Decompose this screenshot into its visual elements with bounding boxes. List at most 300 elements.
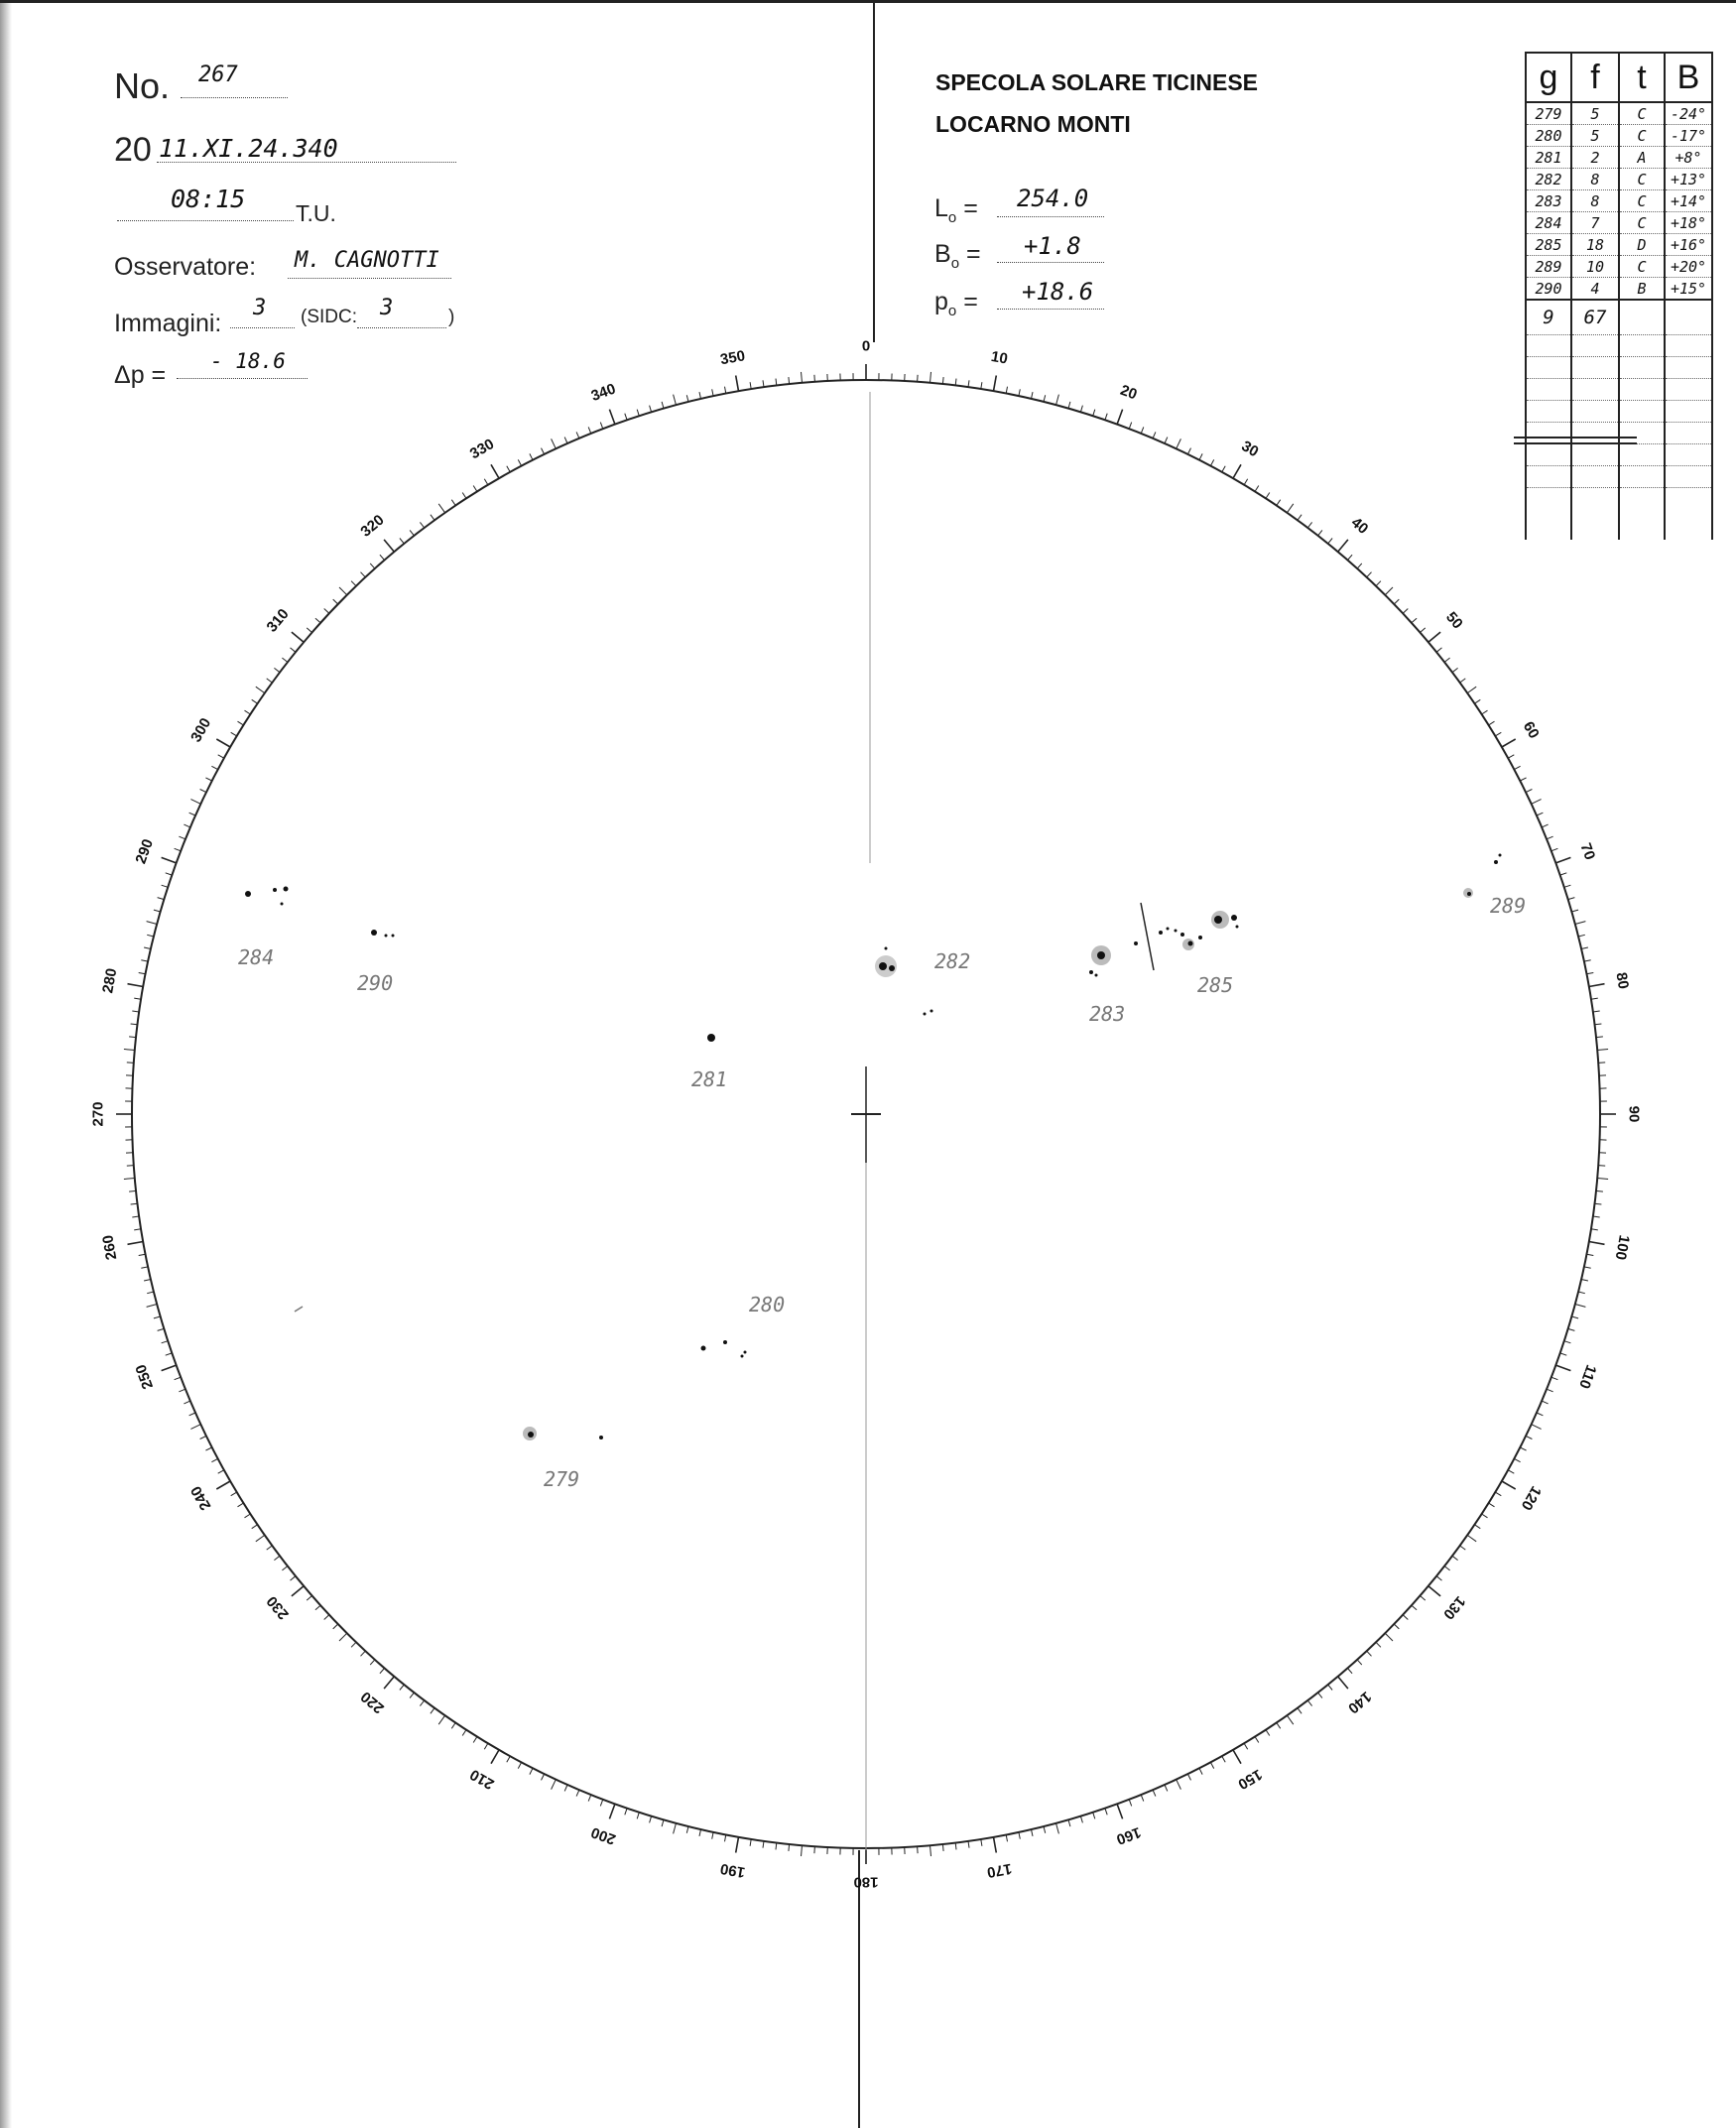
scale-tick [127,1166,134,1167]
cell-B: +13° [1665,169,1712,190]
cell-t: C [1619,190,1665,212]
scale-tick [1421,1596,1426,1601]
scale-tick [662,402,664,409]
sunspot-group-283 [1089,945,1111,977]
scale-tick [1006,387,1007,394]
scale-tick [238,1503,244,1507]
scale-tick [127,1063,134,1064]
scale-tick [351,581,356,586]
cell-t: A [1619,147,1665,169]
cell-f: 5 [1571,102,1619,125]
scale-tick [1394,599,1399,604]
scale-tick [1056,1823,1059,1834]
scale-tick [1129,423,1132,430]
scale-label-300: 300 [187,714,215,746]
scale-tick [139,1254,146,1255]
scale-tick [1520,778,1526,781]
scale-label-320: 320 [357,511,388,541]
scale-tick [462,493,466,499]
scale-tick [129,1190,136,1191]
scale-label-260: 260 [99,1233,121,1262]
scale-label-40: 40 [1347,514,1372,538]
scale-tick [451,500,455,506]
scale-tick [200,790,206,793]
scale-tick [162,857,177,863]
scale-tick [141,1267,148,1268]
scale-tick [1338,540,1348,552]
scale-tick [1586,973,1593,974]
group-label-290: 290 [357,971,394,995]
scale-tick [1589,1242,1605,1245]
scale-tick [166,1353,173,1355]
scale-tick [1475,699,1481,703]
scale-label-250: 250 [132,1362,157,1392]
scale-tick [1019,389,1020,396]
scale-tick [930,1845,931,1856]
scale-tick [231,732,237,736]
scale-tick [609,1804,615,1818]
scale-label-60: 60 [1519,718,1543,742]
scale-tick [588,427,591,434]
cell-t: C [1619,125,1665,147]
scale-tick [1376,1642,1381,1647]
scale-tick [1032,1829,1034,1836]
scale-label-340: 340 [588,380,618,405]
scale-tick [814,1846,815,1853]
scale-label-270: 270 [89,1101,107,1127]
cell-t: C [1619,169,1665,190]
sunspot-group-284 [245,887,289,906]
cell-g: 283 [1526,190,1571,212]
scale-tick [462,1730,466,1736]
scale-tick [1575,922,1586,925]
scale-tick [1532,800,1542,805]
scale-tick [410,1692,414,1698]
scale-tick [1019,1832,1020,1839]
L-label: $L_o$ = [934,194,978,226]
total-f: 67 [1571,300,1619,335]
images-value: 3 [253,296,267,320]
cell-t: C [1619,212,1665,234]
scale-tick [637,1813,639,1819]
scale-tick [1403,1615,1408,1620]
scale-tick [1560,873,1567,875]
scale-tick [147,922,158,925]
cell-f: 4 [1571,278,1619,301]
sunspot-group-285 [1134,911,1239,950]
scale-tick [291,648,296,652]
scale-tick [380,555,385,560]
cell-t: D [1619,234,1665,256]
cell-f: 7 [1571,212,1619,234]
scale-label-230: 230 [263,1592,293,1623]
time-unit: T.U. [296,200,336,226]
scale-tick [189,813,195,815]
scale-tick [315,1605,320,1610]
scale-tick [802,1845,803,1856]
scale-tick [438,1715,444,1724]
scale-tick [1187,1774,1190,1780]
scale-tick [650,406,652,413]
scale-tick [564,1785,567,1791]
scale-tick [918,1846,919,1853]
sidc-close: ) [448,307,455,327]
scale-tick [274,668,280,672]
scale-tick [564,438,567,443]
scale-tick [410,530,414,536]
scale-tick [600,1800,603,1807]
scale-tick [451,1723,455,1729]
scale-label-180: 180 [853,1873,879,1891]
scale-tick [1385,587,1393,595]
scale-tick [1578,1292,1585,1294]
scale-tick [231,1492,237,1496]
scale-tick [994,376,997,392]
pencil-mark [295,1307,303,1312]
scale-tick [400,539,404,544]
scale-tick [1547,1389,1553,1392]
scale-tick [530,453,533,459]
scale-tick [200,1436,206,1439]
scale-tick [1403,609,1408,614]
scale-tick [491,464,499,478]
scale-label-50: 50 [1442,608,1466,633]
scale-tick [256,687,265,692]
scale-tick [307,1596,311,1601]
scale-tick [333,599,338,604]
scale-tick [1482,1514,1488,1518]
scale-tick [1596,1190,1603,1191]
cell-B: +8° [1665,147,1712,169]
scale-tick [291,1576,296,1580]
cell-g: 285 [1526,234,1571,256]
scale-tick [1266,493,1270,499]
dp-value: - 18.6 [210,349,286,373]
group-label-284: 284 [238,945,275,969]
scale-label-200: 200 [588,1823,618,1848]
scale-tick [763,1841,764,1848]
scale-tick [699,1829,701,1836]
scale-label-160: 160 [1114,1823,1144,1848]
scale-tick [141,960,148,961]
scale-tick [307,628,311,633]
dp-label: Δp = [114,361,167,389]
scale-tick [1542,824,1548,827]
scale-tick [542,1774,545,1780]
scale-tick [132,1216,139,1217]
scale-tick [1555,1365,1570,1371]
scale-tick [166,873,173,875]
cell-f: 8 [1571,169,1619,190]
scale-tick [1287,504,1293,513]
scale-tick [712,1832,713,1839]
scale-tick [918,375,919,382]
scale-tick [144,1280,151,1282]
sunspot-group-282 [875,947,933,1016]
scale-tick [1467,687,1476,692]
scale-tick [238,721,244,725]
scale-tick [1589,984,1605,987]
scale-tick [179,1389,186,1392]
scale-tick [1526,790,1532,793]
scale-tick [1244,1743,1248,1749]
date-value: 11.XI.24.340 [159,134,338,163]
scale-tick [1568,1328,1575,1330]
scale-tick [1575,1305,1586,1308]
scale-tick [1307,522,1311,528]
scale-tick [1571,910,1578,912]
scale-tick [1376,581,1381,586]
scale-tick [147,1292,154,1294]
group-label-285: 285 [1197,973,1234,997]
header-B: B [1665,53,1712,102]
scale-tick [1357,563,1362,568]
scale-tick [1222,1756,1225,1762]
scale-label-130: 130 [1439,1592,1469,1623]
scale-tick [1564,1341,1571,1343]
scale-tick [1598,1166,1605,1167]
cell-B: +20° [1665,256,1712,278]
B-value: +1.8 [1024,232,1081,260]
scale-tick [1233,1750,1241,1764]
scale-tick [144,947,151,949]
scale-tick [1502,1481,1516,1489]
scale-tick [1032,392,1034,399]
scale-tick [333,1624,338,1629]
scale-tick [736,376,739,392]
scale-tick [211,1458,217,1461]
scale-tick [134,1229,141,1230]
scale-tick [1141,427,1144,434]
scale-tick [552,1780,557,1790]
scale-tick [1412,618,1417,623]
scale-tick [576,432,579,438]
scale-tick [1080,1816,1082,1823]
scale-tick [1141,1795,1144,1802]
scale-tick [1165,1785,1168,1791]
scale-tick [1520,1447,1526,1450]
scale-tick [1093,410,1095,417]
scale-tick [1298,515,1302,521]
scale-tick [162,1365,177,1371]
B-symbol: B [934,240,951,268]
scale-label-120: 120 [1517,1482,1545,1514]
scale-tick [968,380,969,387]
scale-label-90: 90 [1625,1105,1643,1123]
scale-tick [1080,406,1082,413]
scale-tick [600,423,603,430]
scale-tick [776,1843,777,1850]
cell-g: 279 [1526,102,1571,125]
scale-tick [1551,1377,1558,1380]
scale-tick [370,1660,375,1665]
scale-tick [189,1413,195,1416]
scale-tick [955,379,956,386]
scale-tick [1199,453,1202,459]
scale-tick [507,1756,510,1762]
scale-tick [147,1305,158,1308]
scale-tick [1177,438,1181,448]
scale-tick [256,1535,265,1541]
scale-tick [1068,1819,1070,1826]
scale-tick [218,755,224,758]
scale-label-280: 280 [99,966,121,995]
scale-tick [1489,721,1495,725]
scale-tick [131,1203,138,1204]
time-value: 08:15 [171,185,246,213]
sunspot-group-281 [707,1034,715,1042]
scale-tick [1452,668,1458,672]
year-prefix: 20 [114,131,152,169]
scale-tick [981,1839,982,1846]
scale-tick [750,1839,751,1846]
scale-tick [1547,836,1553,839]
scale-label-140: 140 [1344,1688,1375,1717]
scale-tick [1307,1700,1311,1706]
no-value: 267 [198,63,238,87]
scale-tick [218,1470,224,1473]
scale-tick [1428,1586,1440,1596]
scale-tick [699,392,701,399]
scale-tick [802,372,803,383]
scale-tick [484,479,488,485]
scale-label-290: 290 [132,836,157,866]
scale-label-100: 100 [1611,1233,1633,1262]
scale-tick [438,504,444,513]
cell-t: B [1619,278,1665,301]
scale-tick [1467,1535,1476,1541]
scale-label-150: 150 [1234,1765,1266,1793]
scale-tick [1394,1624,1399,1629]
cell-B: -24° [1665,102,1712,125]
scale-tick [1436,1576,1441,1580]
scale-tick [339,1633,347,1641]
group-label-281: 281 [691,1067,728,1091]
scale-tick [1584,960,1591,961]
scale-label-0: 0 [861,337,871,355]
header-f: f [1571,53,1619,102]
scale-tick [1187,448,1190,454]
scale-tick [1318,1692,1322,1698]
scale-tick [370,563,375,568]
scale-label-70: 70 [1576,840,1599,863]
scale-tick [1537,1413,1543,1416]
images-label: Immagini: [114,310,222,337]
scale-tick [292,1586,304,1596]
scale-tick [1475,1525,1481,1529]
sunspot-group-279 [523,1427,603,1440]
scale-tick [1514,1458,1520,1461]
scale-tick [1233,464,1241,478]
cell-t: C [1619,102,1665,125]
scale-tick [158,1328,165,1330]
scale-tick [1595,1024,1602,1025]
scale-tick [154,910,161,912]
p-value: +18.6 [1022,278,1094,306]
scale-tick [1367,1651,1372,1656]
scale-tick [267,679,273,683]
group-separator-line [1141,903,1154,970]
cell-B: +16° [1665,234,1712,256]
scale-label-190: 190 [718,1859,747,1881]
scale-tick [542,448,545,454]
scale-tick [384,540,394,552]
scale-tick [1495,732,1501,736]
scale-tick [351,1642,356,1647]
scale-tick [1482,710,1488,714]
scale-tick [128,1242,144,1245]
scale-tick [1460,1546,1466,1550]
scale-tick [175,1377,182,1380]
scale-label-10: 10 [989,347,1010,368]
scale-tick [1210,459,1213,465]
scale-tick [776,379,777,386]
scale-tick [124,1179,135,1180]
scale-tick [518,1762,521,1768]
scale-label-170: 170 [985,1859,1014,1881]
scale-tick [1584,1267,1591,1268]
scale-tick [1551,848,1558,851]
scale-tick [324,609,329,614]
scale-tick [1421,628,1426,633]
scale-tick [245,1514,251,1518]
scale-tick [1560,1353,1567,1355]
scale-tick [1338,1677,1348,1689]
scale-tick [380,1669,385,1674]
scale-tick [1537,813,1543,815]
scale-tick [994,1837,997,1853]
scale-tick [686,395,688,402]
scale-tick [400,1685,404,1690]
sunspot-group-289 [1463,854,1502,899]
scale-tick [1564,885,1571,887]
scale-tick [789,1844,790,1851]
scale-tick [1117,1804,1123,1818]
scale-label-80: 80 [1612,970,1633,991]
scale-tick [158,898,165,900]
scale-tick [1593,1216,1600,1217]
scale-tick [725,1834,726,1841]
scale-tick [154,1316,161,1318]
scale-tick [1222,466,1225,472]
observer-label: Osservatore: [114,253,257,281]
scale-tick [1367,572,1372,577]
scale-label-210: 210 [466,1765,498,1793]
scale-tick [1526,1436,1532,1439]
scale-tick [128,984,144,987]
scale-tick [1597,1050,1608,1051]
scale-tick [162,885,169,887]
scale-tick [282,658,288,662]
scale-tick [942,377,943,384]
scale-tick [1255,486,1259,492]
scale-tick [1568,898,1575,900]
scale-tick [1105,414,1107,421]
scale-tick [1591,998,1598,999]
cell-B: +14° [1665,190,1712,212]
scale-tick [725,387,726,394]
header-t: t [1619,53,1665,102]
scale-tick [205,1447,211,1450]
scale-tick [274,1556,280,1560]
scale-tick [674,1823,677,1834]
group-label-282: 282 [934,949,971,973]
scale-tick [1452,1556,1458,1560]
scale-tick [1328,539,1332,544]
scale-label-220: 220 [357,1688,388,1717]
scale-tick [216,1481,230,1489]
scale-tick [625,1809,627,1815]
